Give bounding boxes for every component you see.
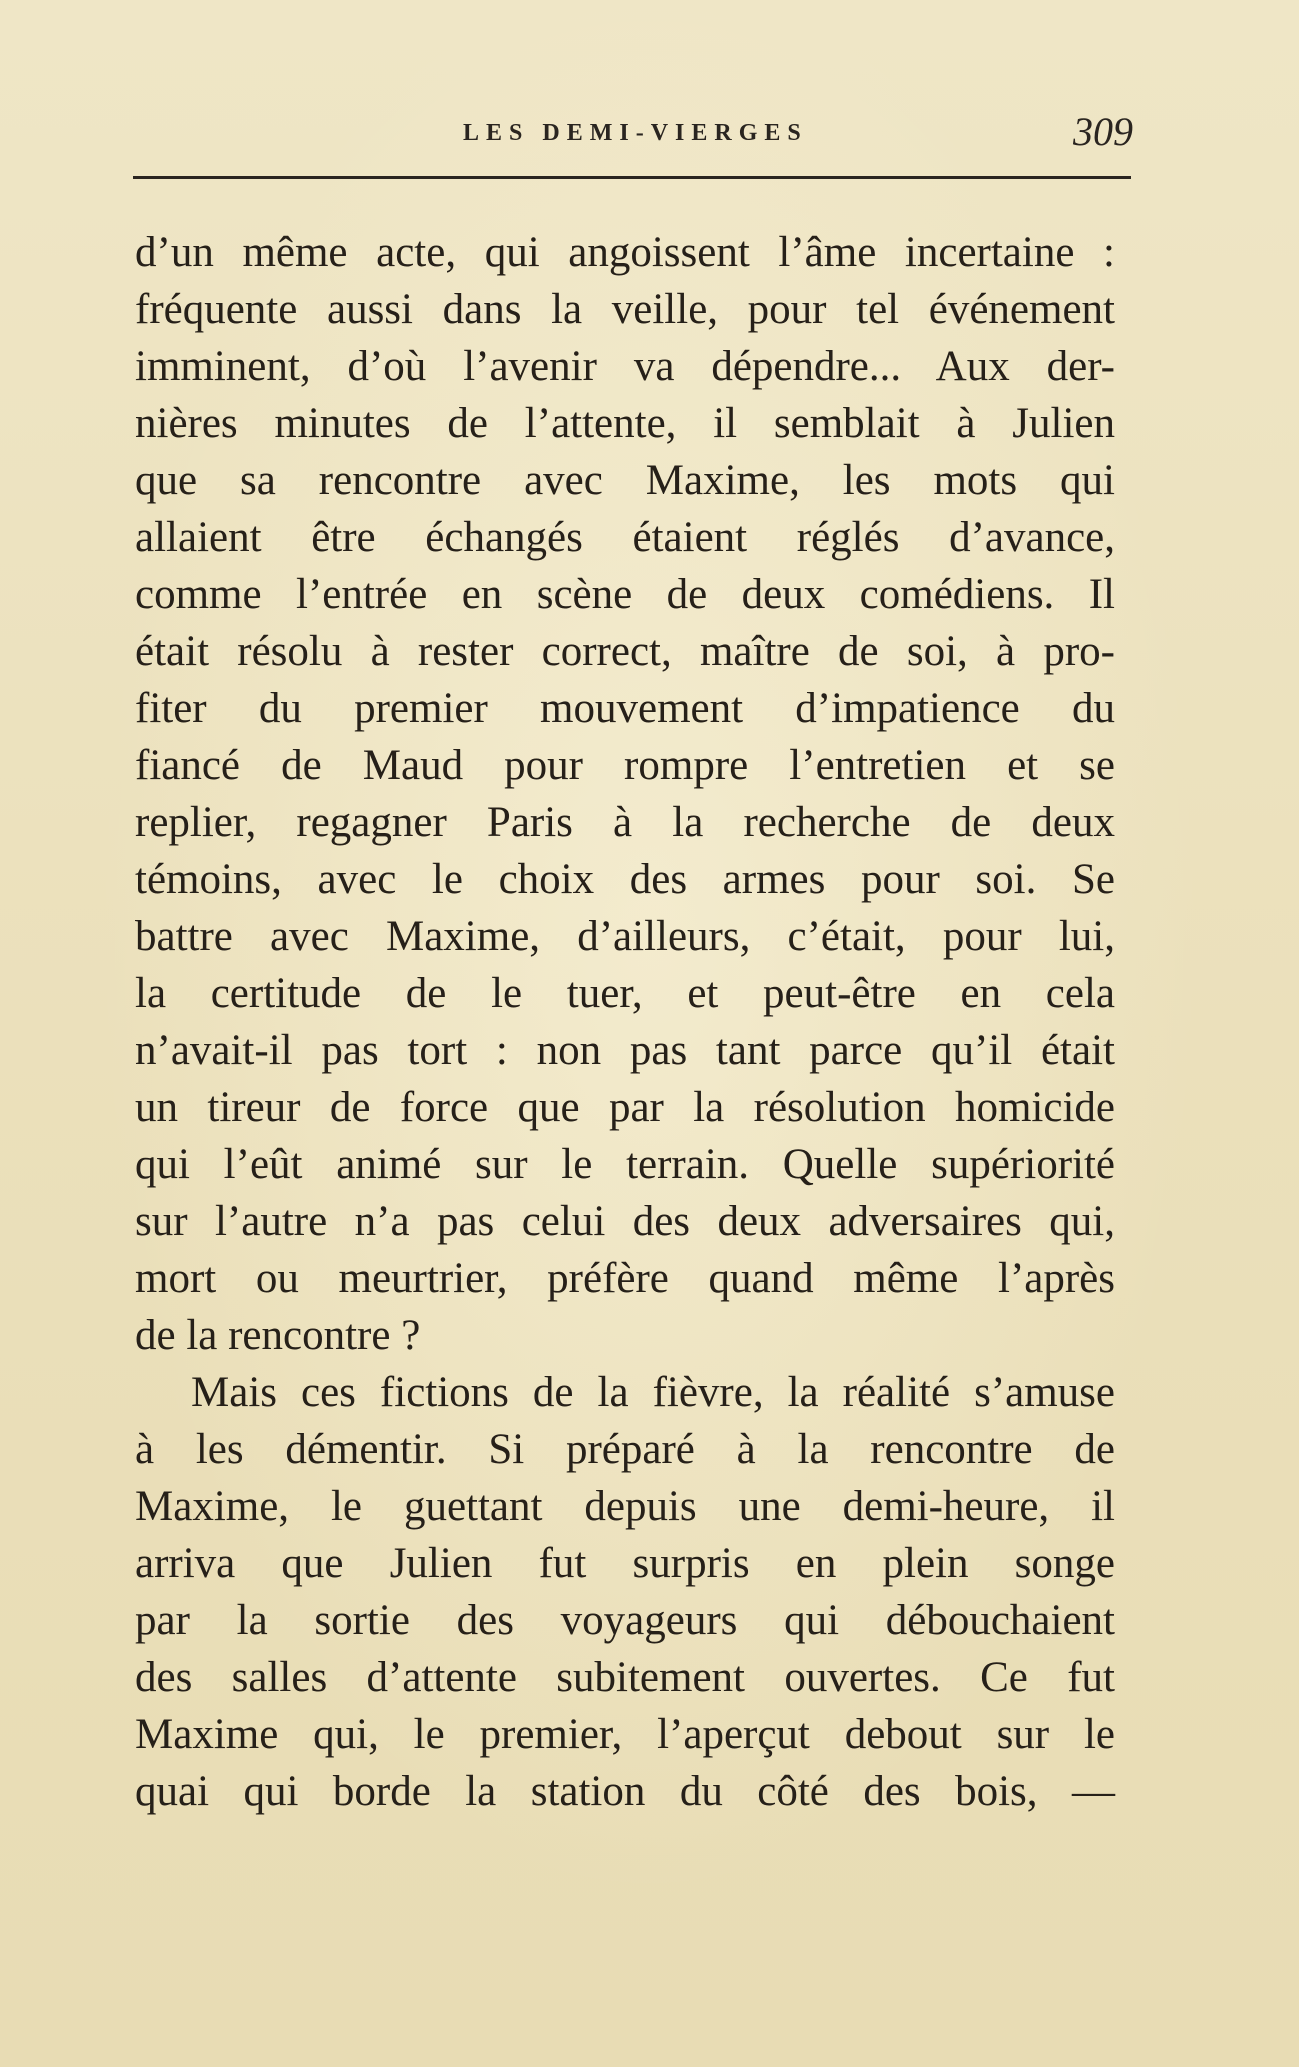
text-line: allaient être échangés étaient réglés d’avance,	[135, 514, 1115, 561]
text-line: imminent, d’où l’avenir va dépendre... Aux der-	[135, 343, 1115, 390]
text-line: mort ou meurtrier, préfère quand même l’après	[135, 1255, 1115, 1302]
text-line: nières minutes de l’attente, il semblait à Julien	[135, 400, 1115, 447]
text-line: arriva que Julien fut surpris en plein songe	[135, 1540, 1115, 1587]
text-line: battre avec Maxime, d’ailleurs, c’était, pour lui,	[135, 913, 1115, 960]
text-line: comme l’entrée en scène de deux comédiens. Il	[135, 571, 1115, 618]
text-line: la certitude de le tuer, et peut-être en cela	[135, 970, 1115, 1017]
text-line: qui l’eût animé sur le terrain. Quelle supériorité	[135, 1141, 1115, 1188]
header-rule	[133, 176, 1131, 179]
text-line: un tireur de force que par la résolution homicide	[135, 1084, 1115, 1131]
text-line: fréquente aussi dans la veille, pour tel événement	[135, 286, 1115, 333]
body-text	[135, 224, 1115, 1820]
text-line: Maxime qui, le premier, l’aperçut debout sur le	[135, 1711, 1115, 1758]
paragraph-start-line: Mais ces fictions de la fièvre, la réalité s’amuse	[191, 1369, 1115, 1416]
text-line: était résolu à rester correct, maître de soi, à pro-	[135, 628, 1115, 675]
text-line: à les démentir. Si préparé à la rencontre de	[135, 1426, 1115, 1473]
text-line: fiancé de Maud pour rompre l’entretien et se	[135, 742, 1115, 789]
text-line: fiter du premier mouvement d’impatience du	[135, 685, 1115, 732]
text-line: d’un même acte, qui angoissent l’âme incertaine :	[135, 229, 1115, 276]
running-title: LES DEMI-VIERGES	[463, 120, 808, 146]
text-line: sur l’autre n’a pas celui des deux adversaires qui,	[135, 1198, 1115, 1245]
text-line: quai qui borde la station du côté des bois, —	[135, 1768, 1115, 1815]
text-line: n’avait-il pas tort : non pas tant parce qu’il était	[135, 1027, 1115, 1074]
running-head	[133, 109, 1133, 162]
page-number: 309	[1073, 109, 1133, 154]
text-line: que sa rencontre avec Maxime, les mots qui	[135, 457, 1115, 504]
text-line: par la sortie des voyageurs qui débouchaient	[135, 1597, 1115, 1644]
text-line: témoins, avec le choix des armes pour soi. Se	[135, 856, 1115, 903]
text-line: Maxime, le guettant depuis une demi-heure, il	[135, 1483, 1115, 1530]
paragraph-end-line: de la rencontre ?	[135, 1312, 421, 1359]
text-line: replier, regagner Paris à la recherche de deux	[135, 799, 1115, 846]
text-line: des salles d’attente subitement ouvertes. Ce fut	[135, 1654, 1115, 1701]
